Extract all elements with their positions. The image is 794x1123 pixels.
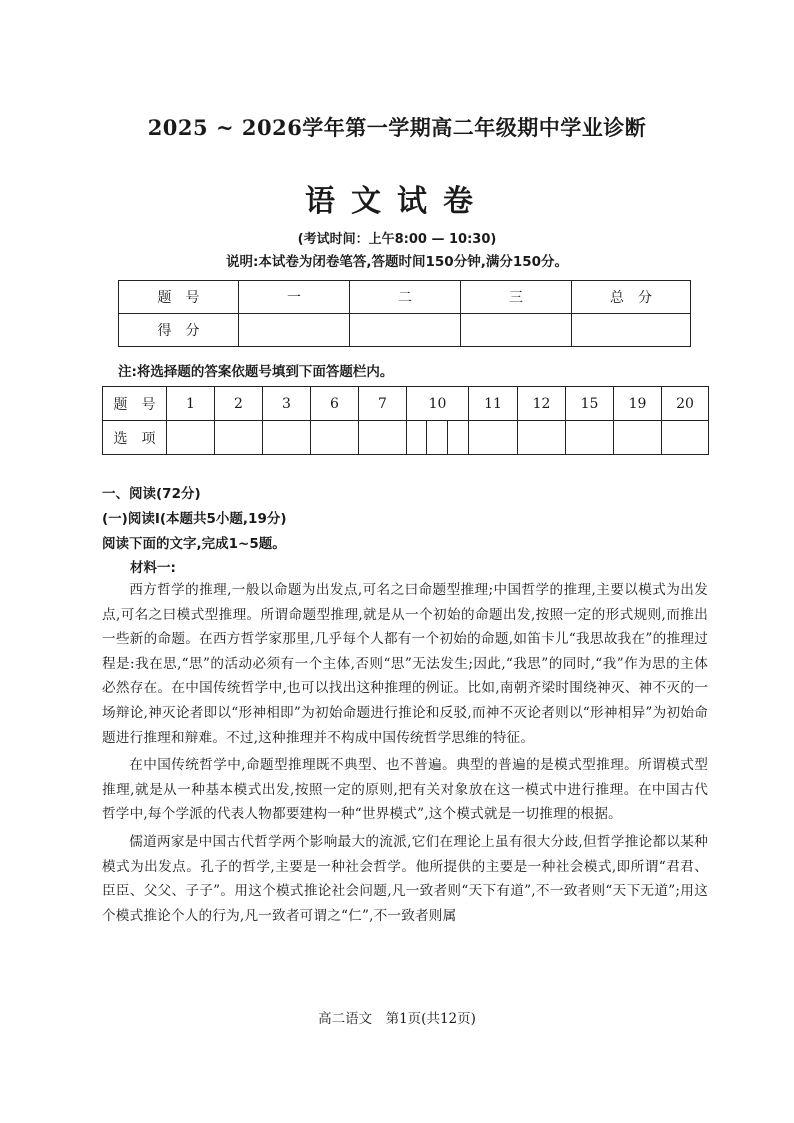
answer-table — [102, 386, 709, 455]
answer-cell[interactable] — [518, 421, 566, 455]
score-value-row — [119, 314, 691, 347]
score-header-row — [119, 281, 691, 314]
answer-cell[interactable] — [215, 421, 263, 455]
score-cell-part2[interactable] — [350, 314, 461, 347]
answer-cell[interactable] — [311, 421, 359, 455]
question-number: 3 — [263, 387, 311, 421]
section-heading: 一、阅读(72分) — [102, 486, 201, 502]
answer-cell[interactable] — [263, 421, 311, 455]
answer-option-row — [103, 421, 709, 455]
score-table — [118, 280, 691, 347]
answer-number-row — [103, 387, 709, 421]
answer-cell[interactable] — [359, 421, 407, 455]
question-number: 20 — [662, 387, 709, 421]
answer-option-label: 选 项 — [103, 421, 167, 455]
reading-passage — [102, 578, 708, 931]
score-header-part1: 一 — [239, 281, 350, 314]
question-number: 2 — [215, 387, 263, 421]
question-number: 1 — [167, 387, 215, 421]
score-header-part3: 三 — [461, 281, 572, 314]
score-header-label: 题 号 — [119, 281, 239, 314]
question-number: 12 — [518, 387, 566, 421]
question-number: 10 — [407, 387, 469, 421]
answer-note: 注:将选择题的答案依题号填到下面答题栏内。 — [118, 364, 394, 380]
score-cell-part1[interactable] — [239, 314, 350, 347]
score-header-total: 总 分 — [572, 281, 691, 314]
exam-time: (考试时间：上午8:00 — 10:30) — [297, 232, 497, 247]
question-number: 6 — [311, 387, 359, 421]
answer-cell[interactable] — [469, 421, 518, 455]
question-number: 15 — [566, 387, 614, 421]
question-number: 19 — [614, 387, 662, 421]
question-number: 11 — [469, 387, 518, 421]
exam-title: 2025 ~ 2026学年第一学期高二年级期中学业诊断 — [147, 115, 647, 140]
answer-cell[interactable] — [448, 421, 469, 455]
answer-cell[interactable] — [427, 421, 448, 455]
answer-cell[interactable] — [614, 421, 662, 455]
answer-cell[interactable] — [566, 421, 614, 455]
answer-cell[interactable] — [167, 421, 215, 455]
score-cell-total[interactable] — [572, 314, 691, 347]
answer-cell[interactable] — [407, 421, 427, 455]
material-label: 材料一: — [130, 560, 176, 576]
subsection-heading: (一)阅读Ⅰ(本题共5小题,19分) — [102, 511, 287, 527]
score-value-label: 得 分 — [119, 314, 239, 347]
question-number: 7 — [359, 387, 407, 421]
answer-cell[interactable] — [662, 421, 709, 455]
score-header-part2: 二 — [350, 281, 461, 314]
page-footer: 高二语文 第1页(共12页) — [318, 1011, 476, 1027]
task-instruction: 阅读下面的文字,完成1~5题。 — [102, 536, 286, 552]
passage-paragraph: 儒道两家是中国古代哲学两个影响最大的流派,它们在理论上虽有很大分歧,但哲学推论都以某种模式为出发点。孔子的哲学,主要是一种社会哲学。他所提供的主要是一种社会模式,即所谓“君君、臣臣、父父、子子”。用这个模式推论社会问题,凡一致者则“天下有道”,不一致者则“天下无道”;用这个模式推论个人的行为,凡一致者可谓之“仁”,不一致者则属 — [102, 833, 708, 924]
score-cell-part3[interactable] — [461, 314, 572, 347]
passage-paragraph: 西方哲学的推理,一般以命题为出发点,可名之曰命题型推理;中国哲学的推理,主要以模式为出发点,可名之曰模式型推理。所谓命题型推理,就是从一个初始的命题出发,按照一定的形式规则,而推出一些新的命题。在西方哲学家那里,几乎每个人都有一个初始的命题,如笛卡儿“我思故我在”的推理过程是:我在思,“思”的活动必须有一个主体,否则“思”无法发生;因此,“我思”的同时,“我”作为思的主体必然存在。在中国传统哲学中,也可以找出这种推理的例证。比如,南朝齐梁时围绕神灭、神不灭的一场辩论,神灭论者即以“形神相即”为初始命题进行推论和反驳,而神不灭论者则以“形神相异”为初始命题进行推理和辩难。不过,这种推理并不构成中国传统哲学思维的特征。 — [102, 582, 708, 746]
passage-paragraph: 在中国传统哲学中,命题型推理既不典型、也不普遍。典型的普遍的是模式型推理。所谓模式型推理,就是从一种基本模式出发,按照一定的原则,把有关对象放在这一模式中进行推理。在中国古代哲学中,每个学派的代表人物都要建构一种“世界模式”,这个模式就是一切推理的根据。 — [102, 757, 708, 823]
subject-title: 语文试卷 — [305, 184, 489, 219]
exam-instruction: 说明:本试卷为闭卷笔答,答题时间150分钟,满分150分。 — [225, 254, 568, 270]
answer-number-label: 题 号 — [103, 387, 167, 421]
